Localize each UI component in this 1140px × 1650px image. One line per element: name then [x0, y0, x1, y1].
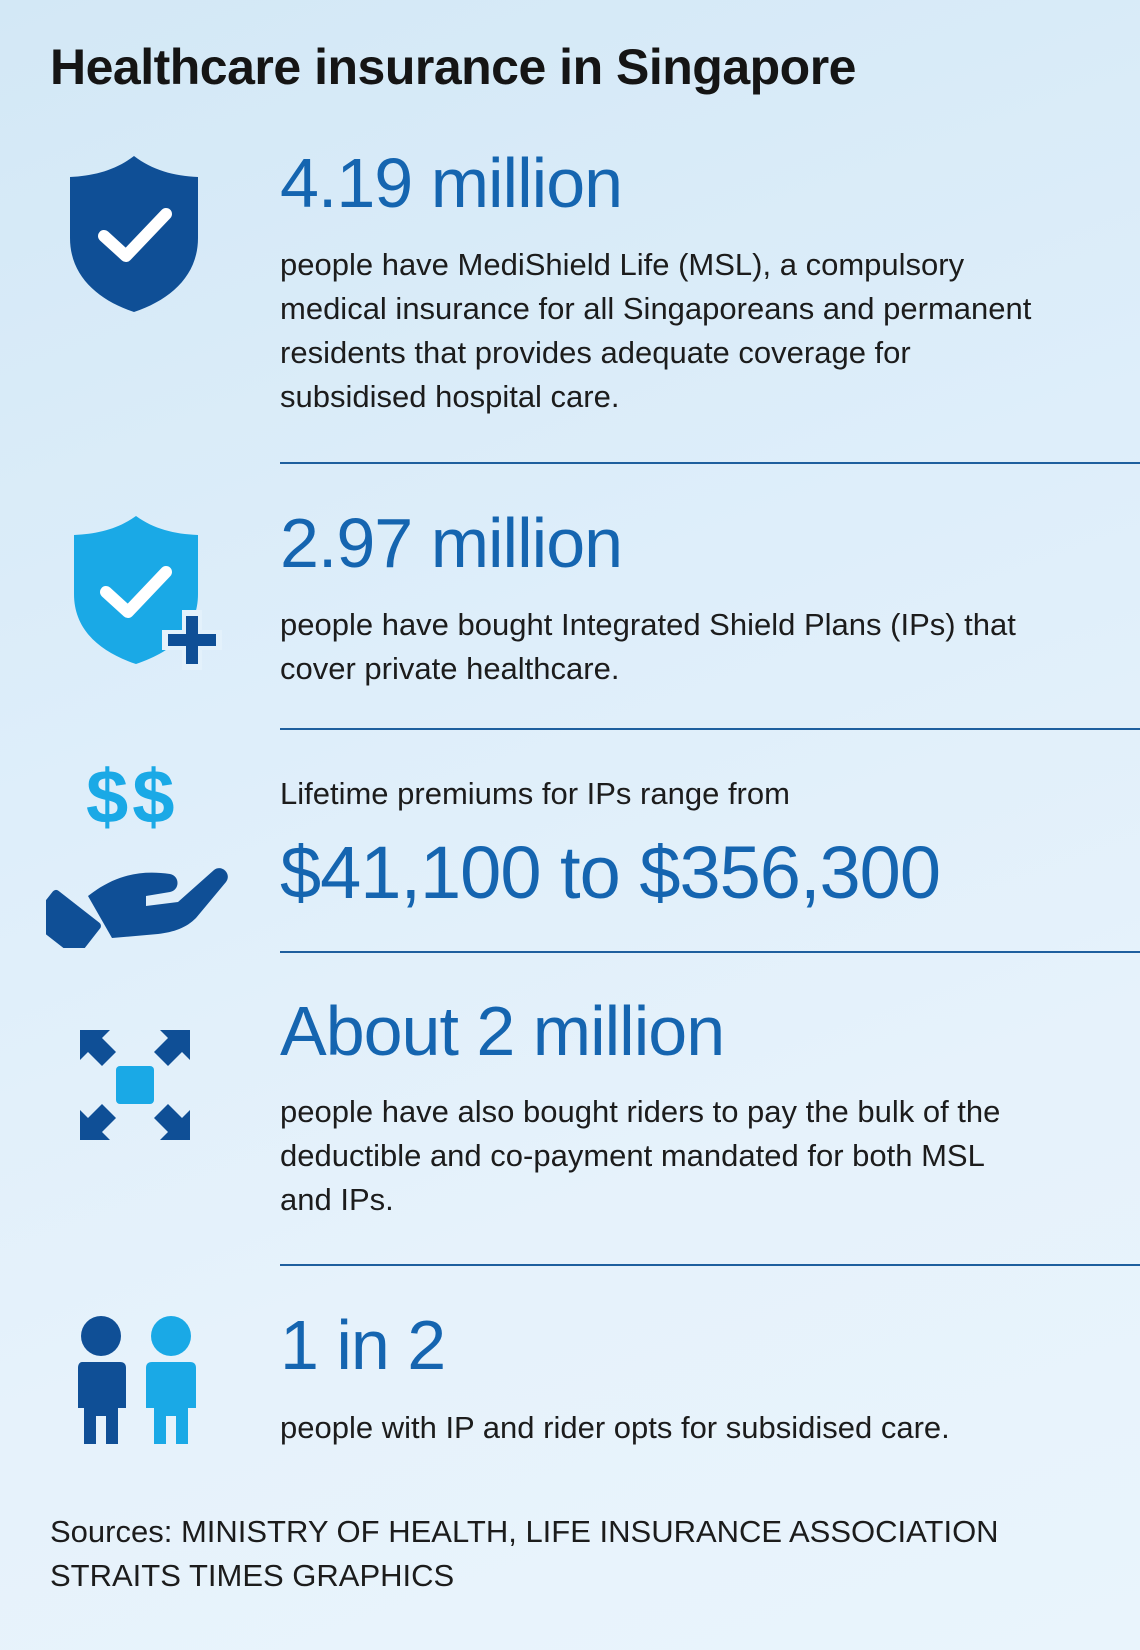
dollar-signs-icon [86, 755, 179, 840]
money-hand-icon [46, 840, 228, 948]
text-ip: people have bought Integrated Shield Plans (IPs) that cover private healthcare. [280, 607, 1016, 686]
expand-arrows-icon [76, 1026, 194, 1144]
lead-premiums: Lifetime premiums for IPs range from [280, 776, 790, 811]
sources [50, 1510, 1110, 1598]
shield-check-icon [66, 152, 202, 316]
divider [280, 728, 1140, 730]
divider [280, 1264, 1140, 1266]
text-msl: people have MediShield Life (MSL), a compulsory medical insurance for all Singaporeans and permanent residents that provides adequate coverage for subsidised hospital care. [280, 247, 1032, 414]
two-people-icon [78, 1316, 196, 1446]
divider [280, 951, 1140, 953]
sources-line-1: Sources: MINISTRY OF HEALTH, LIFE INSURANCE ASSOCIATION [50, 1514, 999, 1549]
sources-line-2: STRAITS TIMES GRAPHICS [50, 1558, 455, 1593]
headline-ratio: 1 in 2 [280, 1306, 446, 1384]
headline-riders: About 2 million [280, 992, 725, 1070]
divider [280, 462, 1140, 464]
headline-ip: 2.97 million [280, 504, 623, 582]
page-title: Healthcare insurance in Singapore [50, 39, 856, 95]
headline-msl: 4.19 million [280, 144, 623, 222]
text-ratio: people with IP and rider opts for subsidised care. [280, 1410, 950, 1445]
shield-plus-icon [70, 512, 226, 672]
dollar-signs: $$ [86, 755, 179, 840]
headline-premiums: $41,100 to $356,300 [280, 831, 940, 914]
text-riders: people have also bought riders to pay the bulk of the deductible and co-payment mandated for both MSL and IPs. [280, 1094, 1001, 1217]
